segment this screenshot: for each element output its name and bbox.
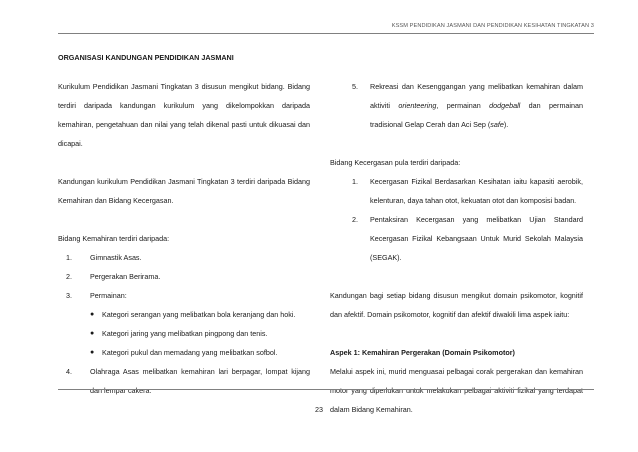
- bullet-icon: ●: [90, 330, 95, 337]
- list-number: 1.: [66, 253, 72, 262]
- section-title: ORGANISASI KANDUNGAN PENDIDIKAN JASMANI: [58, 53, 234, 62]
- games-bullet-list: [90, 305, 310, 362]
- bullet-icon: ●: [90, 349, 95, 356]
- list-number: 2.: [352, 215, 358, 224]
- content-paragraph: Kandungan kurikulum Pendidikan Jasmani Tingkatan 3 terdiri daripada Bidang Kemahiran dan Bidang Kecergasan.: [58, 177, 310, 205]
- list-item: [330, 172, 583, 210]
- list-text: Pergerakan Berirama.: [90, 272, 161, 281]
- skills-list-continued: [330, 77, 583, 134]
- list-item: [58, 267, 310, 286]
- aspect-heading: Aspek 1: Kemahiran Pergerakan (Domain Psikomotor): [330, 348, 515, 357]
- bullet-text: Kategori serangan yang melibatkan bola keranjang dan hoki.: [102, 310, 296, 319]
- bullet-text: Kategori pukul dan memadang yang melibatkan sofbol.: [102, 348, 278, 357]
- header-rule: [58, 33, 594, 34]
- list-item: [330, 210, 583, 267]
- list-text: Kecergasan Fizikal Berdasarkan Kesihatan iaitu kapasiti aerobik, kelenturan, daya tahan otot, kekuatan otot dan komposisi badan.: [370, 177, 583, 205]
- bullet-item: [90, 324, 310, 343]
- domain-paragraph: Kandungan bagi setiap bidang disusun mengikut domain psikomotor, kognitif dan afektif. Domain psikomotor, kognitif dan afektif diwakili lima aspek iaitu:: [330, 291, 583, 319]
- bullet-text: Kategori jaring yang melibatkan pingpong dan tenis.: [102, 329, 268, 338]
- running-header: KSSM PENDIDIKAN JASMANI DAN PENDIDIKAN KESIHATAN TINGKATAN 3: [391, 23, 594, 29]
- list-item: [58, 362, 310, 400]
- list-number: 3.: [66, 291, 72, 300]
- list-text: Permainan:: [90, 291, 127, 300]
- list-number: 4.: [66, 367, 72, 376]
- right-column: [330, 77, 583, 438]
- list-number: 1.: [352, 177, 358, 186]
- left-column: [58, 77, 310, 419]
- bullet-item: [90, 343, 310, 362]
- aspect-paragraph: Melalui aspek ini, murid menguasai pelbagai corak pergerakan dan kemahiran motor yang diperlukan untuk melakukan pelbagai aktiviti fizikal yang terdapat dalam Bidang Kemahiran.: [330, 367, 583, 414]
- bullet-icon: ●: [90, 311, 95, 318]
- page-number: 23: [315, 405, 323, 414]
- list-text: Rekreasi dan Kesenggangan yang melibatkan kemahiran dalam aktiviti orienteering, permainan dodgeball dan permainan tradisional Gelap Cerah dan Aci Sep (safe).: [370, 82, 584, 129]
- list-number: 2.: [66, 272, 72, 281]
- list-text: Pentaksiran Kecergasan yang melibatkan Ujian Standard Kecergasan Fizikal Kebangsaan Untuk Murid Sekolah Malaysia (SEGAK).: [370, 215, 583, 262]
- list-text: Gimnastik Asas.: [90, 253, 142, 262]
- list-item: [58, 248, 310, 267]
- skills-intro: Bidang Kemahiran terdiri daripada:: [58, 234, 170, 243]
- list-number: 5.: [352, 82, 358, 91]
- skills-list: [58, 248, 310, 400]
- list-item: [58, 286, 310, 362]
- fitness-list: [330, 172, 583, 267]
- list-text: Olahraga Asas melibatkan kemahiran lari berpagar, lompat kijang dan lempar cakera.: [90, 367, 310, 395]
- fitness-intro: Bidang Kecergasan pula terdiri daripada:: [330, 158, 461, 167]
- footer-rule: [58, 389, 594, 390]
- intro-paragraph: Kurikulum Pendidikan Jasmani Tingkatan 3 disusun mengikut bidang. Bidang terdiri daripada kandungan kurikulum yang dikelompokkan daripada kemahiran, pengetahuan dan nilai yang telah dikenal pasti untuk dikuasai dan dicapai.: [58, 82, 310, 148]
- list-item: [330, 77, 583, 134]
- bullet-item: [90, 305, 310, 324]
